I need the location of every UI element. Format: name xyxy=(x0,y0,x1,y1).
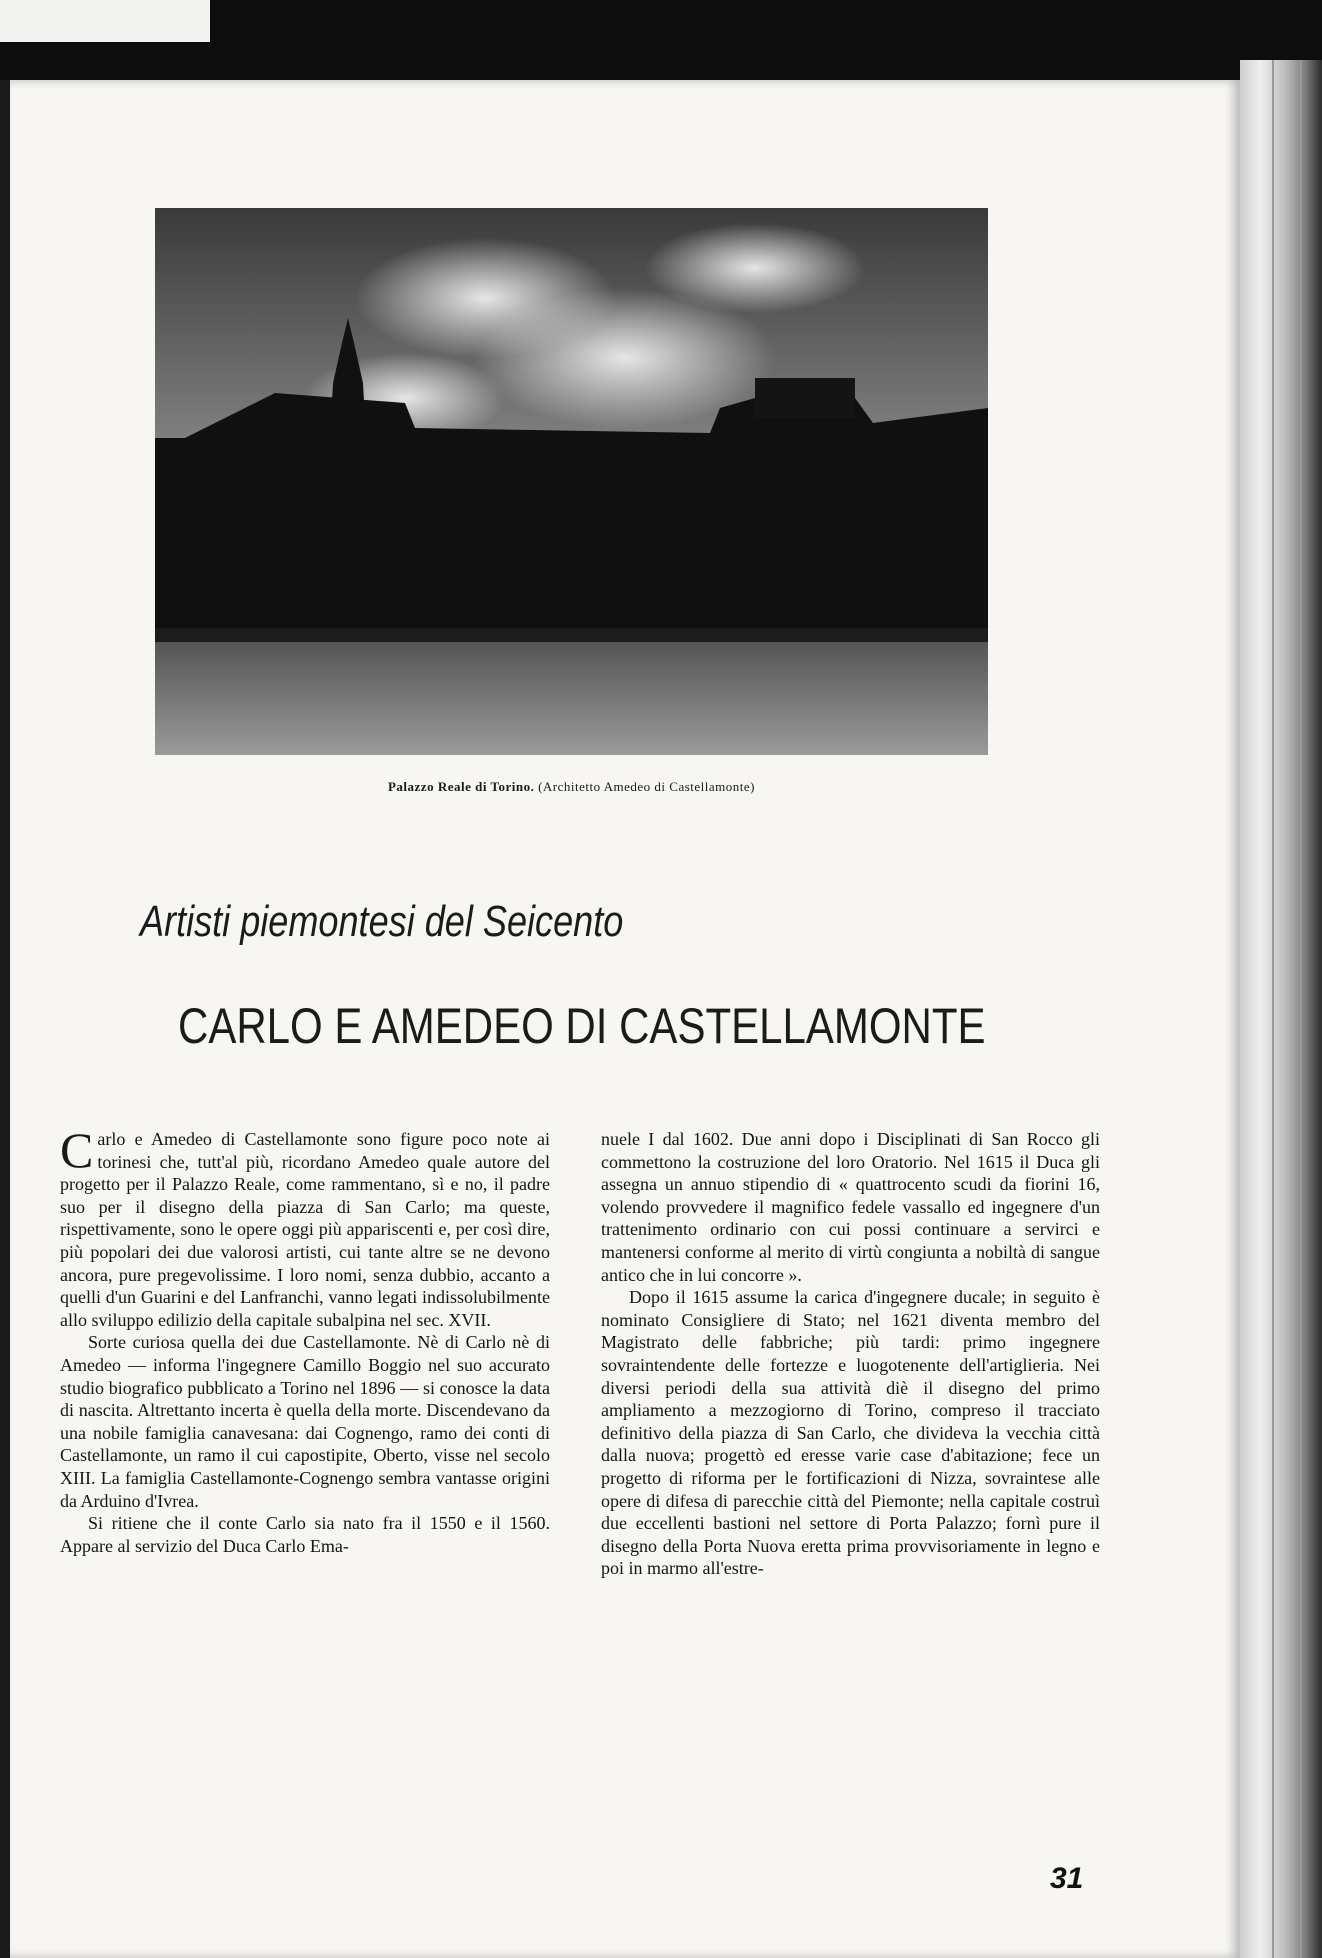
spine-line xyxy=(1272,60,1274,1958)
text-column-right xyxy=(601,1128,1100,1580)
drop-cap: C xyxy=(60,1122,94,1178)
article-headline: CARLO E AMEDEO DI CASTELLAMONTE xyxy=(178,998,986,1054)
photo-palazzo-reale xyxy=(155,208,988,755)
paragraph: Dopo il 1615 assume la carica d'ingegnere ducale; in seguito è nominato Consigliere di Stato; nel 1621 diventa membro del Magistrato delle fabbriche; più tardi: primo ingegnere sovraintendente delle fortezze e luogotenente dell'artiglieria. Nei diversi periodi della sua attività diè il disegno del primo ampliamento a mezzogiorno di Torino, compreso il tracciato definitivo della piazza di San Carlo, che divideva la vecchia città dalla nuova; progettò ed eresse varie case d'abitazione; fece un progetto di riforma per le fortificazioni di Nizza, sovraintese alle opere di difesa di parecchie città del Piemonte; nella capitale costruì due eccellenti bastioni nel settore di Porta Palazzo; fornì pure il disegno della Porta Nuova eretta prima provvisoriamente in legno e poi in marmo all'estre- xyxy=(601,1287,1100,1579)
book-spine-edge xyxy=(1240,60,1322,1958)
paragraph: Si ritiene che il conte Carlo sia nato fra il 1550 e il 1560. Appare al servizio del Duca Carlo Ema- xyxy=(60,1513,550,1556)
caption-main: Palazzo Reale di Torino. xyxy=(387,779,535,794)
paragraph: Sorte curiosa quella dei due Castellamonte. Nè di Carlo nè di Amedeo — informa l'ingegnere Camillo Boggio nel suo accurato studio biografico pubblicato a Torino nel 1896 — si conosce la data di nascita. Altrettanto incerta è quella della morte. Discendevano da una nobile famiglia canavesana: dai Cognengo, ramo dei conti di Castellamonte, un ramo il cui capostipite, Oberto, visse nel secolo XIII. La famiglia Castellamonte-Cognengo sembra vantasse origini da Arduino d'Ivrea. xyxy=(60,1332,550,1511)
page-number: 31 xyxy=(1050,1862,1084,1895)
spine-line xyxy=(1300,60,1302,1958)
text-column-left xyxy=(60,1122,550,1557)
caption-credit: (Architetto Amedeo di Castellamonte) xyxy=(538,779,755,794)
article-kicker: Artisti piemontesi del Seicento xyxy=(140,897,624,946)
photo-caption xyxy=(155,779,988,795)
paragraph: nuele I dal 1602. Due anni dopo i Disciplinati di San Rocco gli commettono la costruzione del loro Oratorio. Nel 1615 il Duca gli assegna un annuo stipendio di « quattrocento scudi da fiorini 16, volendo provvedere il magnifico fedele vassallo ed ingegnere d'un trattenimento ordinario con cui possi continuare a servirci e mantenersi conforme al merito di virtù congiunta a nobiltà di sangue antico che in lui concorre ». xyxy=(601,1129,1100,1285)
paragraph: Carlo e Amedeo di Castellamonte sono figure poco note ai torinesi che, tutt'al più, ricordano Amedeo quale autore del progetto per il Palazzo Reale, come rammentano, sì e no, il padre suo per il disegno della piazza di San Carlo; ma queste, rispettivamente, sono le opere oggi più appariscenti e, per così dire, più popolari dei due valorosi artisti, cui tante altre se ne devono ancora, pure pregevolissime. I loro nomi, senza dubbio, accanto a quelli d'un Guarini e del Lanfranchi, vanno legati indissolubilmente allo sviluppo edilizio della capitale subalpina nel sec. XVII. xyxy=(60,1122,550,1330)
scan-corner xyxy=(0,0,210,42)
